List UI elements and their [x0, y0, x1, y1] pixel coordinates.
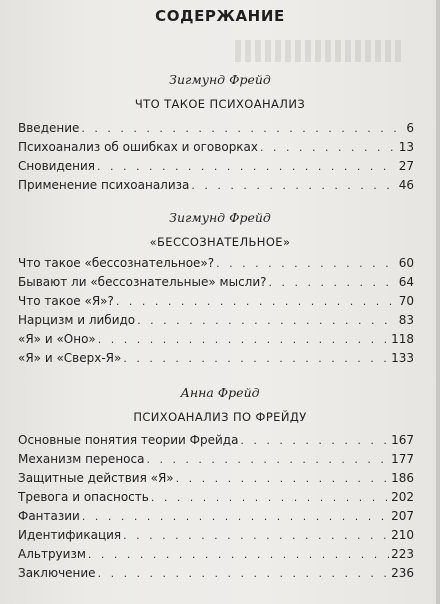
- toc-page: 46: [398, 178, 414, 192]
- toc-entry[interactable]: [18, 256, 414, 275]
- toc-entry[interactable]: [18, 566, 414, 585]
- part-section-title: ПСИХОАНАЛИЗ ПО ФРЕЙДУ: [133, 410, 307, 424]
- part-author: Зигмунд Фрейд: [169, 72, 271, 87]
- toc-page: 70: [398, 294, 414, 308]
- toc-list: [18, 256, 414, 370]
- toc-page: 64: [398, 275, 414, 289]
- part-section-title: «БЕССОЗНАТЕЛЬНОЕ»: [149, 235, 291, 249]
- toc-label: Введение: [18, 121, 80, 135]
- toc-page: 186: [391, 471, 414, 485]
- toc-list: [18, 121, 414, 197]
- toc-page: 27: [398, 159, 414, 173]
- toc-page: 6: [406, 121, 414, 135]
- toc-entry[interactable]: [18, 452, 414, 471]
- toc-label: Бывают ли «бессознательные» мысли?: [18, 275, 267, 289]
- leader-dots: [137, 314, 397, 327]
- toc-entry[interactable]: [18, 159, 414, 178]
- toc-entry[interactable]: [18, 332, 414, 351]
- toc-entry[interactable]: [18, 178, 414, 197]
- leader-dots: [123, 352, 389, 365]
- toc-label: Механизм переноса: [18, 452, 145, 466]
- toc-label: Тревога и опасность: [18, 490, 149, 504]
- toc-label: Основные понятия теории Фрейда: [18, 433, 239, 447]
- toc-label: Нарцизм и либидо: [18, 313, 136, 327]
- toc-page: 236: [391, 566, 414, 580]
- leader-dots: [191, 179, 396, 192]
- leader-dots: [123, 529, 389, 542]
- toc-entry[interactable]: [18, 121, 414, 140]
- toc-entry[interactable]: [18, 294, 414, 313]
- toc-entry[interactable]: [18, 140, 414, 159]
- toc-label: Что такое «Я»?: [18, 294, 114, 308]
- toc-page: 60: [398, 256, 414, 270]
- toc-label: Альтруизм: [18, 547, 86, 561]
- toc-entry[interactable]: [18, 490, 414, 509]
- toc-entry[interactable]: [18, 351, 414, 370]
- leader-dots: [240, 434, 389, 447]
- toc-entry[interactable]: [18, 528, 414, 547]
- leader-dots: [97, 160, 397, 173]
- toc-label: Что такое «бессознательное»?: [18, 256, 215, 270]
- toc-page: 133: [391, 351, 414, 365]
- leader-dots: [88, 548, 389, 561]
- toc-label: Идентификация: [18, 528, 122, 542]
- toc-page: 207: [391, 509, 414, 523]
- leader-dots: [269, 276, 397, 289]
- toc-entry[interactable]: [18, 509, 414, 528]
- toc-label: Фантазии: [18, 509, 80, 523]
- toc-page: 118: [391, 332, 414, 346]
- toc-entry[interactable]: [18, 433, 414, 452]
- toc-page: 223: [391, 547, 414, 561]
- toc-label: Применение психоанализа: [18, 178, 190, 192]
- leader-dots: [260, 141, 397, 154]
- toc-entry[interactable]: [18, 313, 414, 332]
- toc-page: 210: [391, 528, 414, 542]
- toc-list: [18, 433, 414, 585]
- leader-dots: [146, 453, 389, 466]
- toc-page: 167: [391, 433, 414, 447]
- leader-dots: [81, 122, 404, 135]
- toc-entry[interactable]: [18, 547, 414, 566]
- toc-page: 13: [398, 140, 414, 154]
- leader-dots: [82, 510, 389, 523]
- page-title: СОДЕРЖАНИЕ: [155, 7, 285, 25]
- toc-page: 83: [398, 313, 414, 327]
- toc-label: Психоанализ об ошибках и оговорках: [18, 140, 259, 154]
- leader-dots: [216, 257, 397, 270]
- leader-dots: [116, 295, 397, 308]
- leader-dots: [151, 491, 389, 504]
- part-section-title: ЧТО ТАКОЕ ПСИХОАНАЛИЗ: [134, 97, 306, 111]
- toc-label: «Я» и «Сверх-Я»: [18, 351, 122, 365]
- part-author: Зигмунд Фрейд: [169, 210, 271, 225]
- toc-label: «Я» и «Оно»: [18, 332, 96, 346]
- toc-page: 177: [391, 452, 414, 466]
- leader-dots: [98, 333, 389, 346]
- part-author: Анна Фрейд: [180, 385, 260, 400]
- bleed-through: [235, 40, 405, 62]
- toc-entry[interactable]: [18, 275, 414, 294]
- leader-dots: [98, 567, 390, 580]
- toc-label: Защитные действия «Я»: [18, 471, 174, 485]
- page-edge: [436, 0, 440, 604]
- toc-label: Сновидения: [18, 159, 95, 173]
- toc-label: Заключение: [18, 566, 96, 580]
- toc-entry[interactable]: [18, 471, 414, 490]
- leader-dots: [176, 472, 389, 485]
- toc-page: 202: [391, 490, 414, 504]
